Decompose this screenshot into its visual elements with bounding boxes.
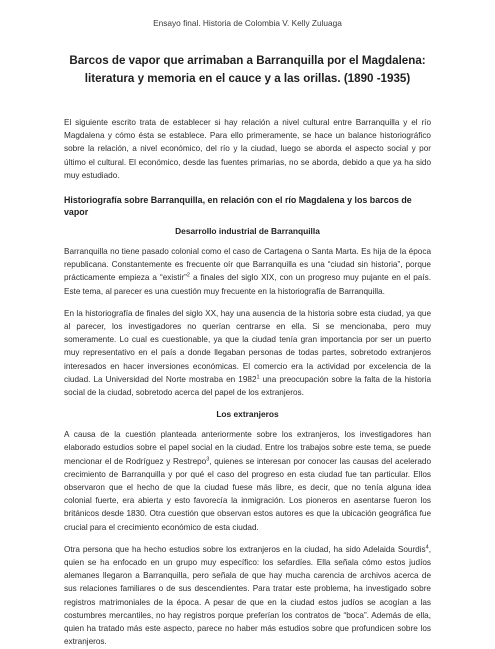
paragraph-text: Barranquilla no tiene pasado colonial como el caso de Cartagena o Santa Marta. Es hija de la época republicana. Constantemente es frecuente oír que Barranquilla es una “ciudad sin historia”, porque prácticamente empieza a “existir” xyxy=(64,247,431,283)
paragraph-text: , quien se ha enfocado en un grupo muy específico: los sefardíes. Ella señala cómo estos judíos alemanes llegaron a Barranquilla, pero señala de que hay mucha carencia de archivos acerca de sus relaciones familiares o de sus descendientes. Para tratar este problema, ha investigado sobre registros matrimoniales de la época. A pesar de que en la ciudad estos judíos se acogían a las costumbres mercantiles, no hay registros porque preferían los contratos de “boca”. Además de ella, quien ha tratado más este aspecto, parece no haber más estudios sobre que profundicen sobre los extranjeros. xyxy=(64,544,431,647)
paragraph-extranjeros-2 xyxy=(64,543,431,649)
subsection-heading-extranjeros: Los extranjeros xyxy=(216,409,279,420)
paragraph-text: En la historiografía de finales del siglo XX, hay una ausencia de la historia sobre esta ciudad, ya que al parecer, los investigadores no querían centrarse en ella. Si se mencionaba, pero muy someramente. Lo cual es cuestionable, ya que la ciudad tenía gran importancia por ser un puerto muy representativo en el país a donde llegaban personas de todas partes, sobretodo extranjeros interesados en hacer inversiones económicas. El comercio era la actividad por excelencia de la ciudad. La Universidad del Norte mostraba en 1982 xyxy=(64,308,431,384)
paragraph-text: , quienes se interesan por conocer las causas del acelerado crecimiento de Barranquilla y por qué el caso del progreso en esta ciudad fue tan particular. Ellos observaron que el hecho de que la ciudad fuese más libre, es decir, que no tenía alguna idea colonial fuerte, era abierta y esto favorecía la inmigración. Los pioneros en asentarse fueron los británicos desde 1830. Otra cuestión que observan estos autores es que la ubicación geográfica fue crucial para el crecimiento económico de esta ciudad. xyxy=(64,456,432,532)
footnote-ref-2[interactable]: 2 xyxy=(186,272,190,279)
paragraph-text: una preocupación sobre la falta de la historia social de la ciudad, sobretodo acerca del papel de los extranjeros. xyxy=(64,374,431,398)
paragraph-extranjeros-1 xyxy=(64,428,431,534)
intro-paragraph: El siguiente escrito trata de establecer si hay relación a nivel cultural entre Barranquilla y el río Magdalena y cómo ésta se establece. Para ello primeramente, se hace un balance historiográfico sobre la relación, a nivel económico, del río y la ciudad, luego se aborda el aspecto social y por último el cultural. El económico, desde las fuentes primarias, no se aborda, debido a que ya ha sido muy estudiado. xyxy=(64,118,431,180)
paragraph-desarrollo-2 xyxy=(64,307,431,399)
paragraph-desarrollo-1 xyxy=(64,245,431,298)
subsection-heading-desarrollo: Desarrollo industrial de Barranquilla xyxy=(175,226,320,237)
footnote-ref-1[interactable]: 1 xyxy=(256,374,260,381)
footnote-ref-4[interactable]: 4 xyxy=(425,544,429,551)
paragraph-text: a finales del siglo XIX, con un progreso muy pujante en el país. Este tema, al parecer es una cuestión muy frecuente en la historiografía de Barranquilla. xyxy=(64,273,431,296)
footnote-ref-3[interactable]: 3 xyxy=(206,455,210,462)
document-title: Barcos de vapor que arrimaban a Barranquilla por el Magdalena: literatura y memoria en el cauce y a las orillas. (1890 -1935) xyxy=(69,54,426,85)
paragraph-text: Otra persona que ha hecho estudios sobre los extranjeros en la ciudad, ha sido Adelaida Sourdis xyxy=(64,544,426,554)
paragraph-text: A causa de la cuestión planteada anteriormente sobre los extranjeros, los investigadores han elaborado estudios sobre el papel social en la ciudad. Entre los trabajos sobre este tema, se puede mencionar el de Rodríguez y Restrepo xyxy=(64,430,431,466)
section-heading-historiografia: Historiografía sobre Barranquilla, en relación con el río Magdalena y los barcos de vapor xyxy=(64,195,412,218)
running-header: Ensayo final. Historia de Colombia V. Kelly Zuluaga xyxy=(153,18,342,28)
